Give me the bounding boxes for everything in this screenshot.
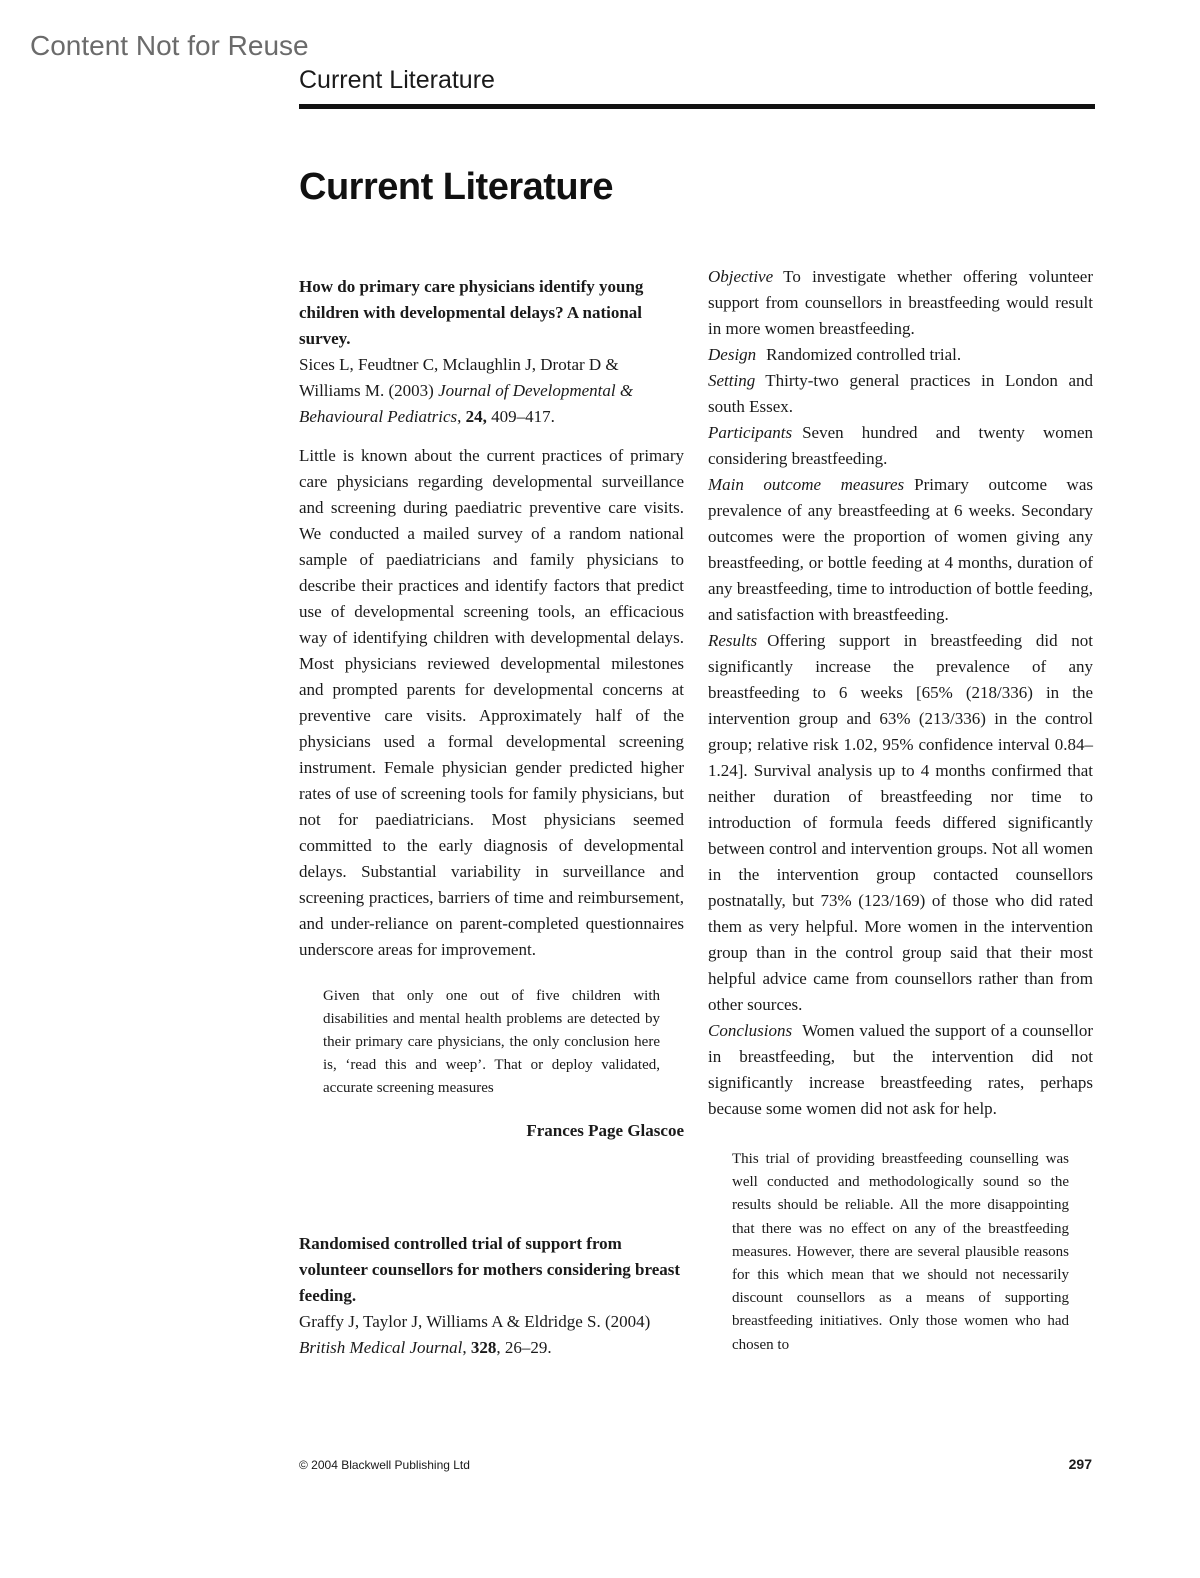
article-2: [299, 1231, 684, 1361]
article-2-journal: British Medical Journal: [299, 1338, 463, 1357]
article-1-citation: Sices L, Feudtner C, Mclaughlin J, Drotar D & Williams M. (2003) Journal of Developmental & Behavioural Pediatrics, 24, 409–417.: [299, 355, 634, 426]
article-1-commentator: Frances Page Glascoe: [526, 1121, 684, 1140]
section-results: [708, 628, 1093, 1018]
section-text: Offering support in breastfeeding did not significantly increase the prevalence of any breastfeeding to 6 weeks [65% (218/336) in the intervention group and 63% (213/336) in the control group; relative risk 1.02, 95% confidence interval 0.84–1.24]. Survival analysis up to 4 months confirmed that neither duration of breastfeeding nor time to introduction of formula feeds differed significantly between control and intervention groups. Not all women in the intervention group contacted counsellors postnatally, but 73% (123/169) of those who did rated them as very helpful. More women in the intervention group than in the control group said that their most helpful advice came from counsellors rather than from other sources.: [708, 631, 1093, 1014]
section-label: Conclusions: [708, 1021, 793, 1040]
section-text: Thirty-two general practices in London and south Essex.: [708, 371, 1093, 416]
section-conclusions: [708, 1018, 1093, 1122]
watermark: Content Not for Reuse: [30, 30, 309, 61]
section-design: [708, 342, 1093, 368]
article-2-volume: 328: [470, 1338, 497, 1357]
section-text: Primary outcome was prevalence of any breastfeeding at 6 weeks. Secondary outcomes were the proportion of women giving any breastfeeding, or bottle feeding at 4 months, duration of any breastfeeding, time to introduction of bottle feeding, and satisfaction with breastfeeding.: [708, 475, 1093, 624]
header-rule: [299, 104, 1095, 109]
section-objective: [708, 264, 1093, 342]
section-label: Setting: [708, 371, 756, 390]
article-2-citation: Graffy J, Taylor J, Williams A & Eldridge S. (2004) British Medical Journal, 328, 26–29.: [299, 1312, 651, 1357]
copyright-footer: © 2004 Blackwell Publishing Ltd: [299, 1458, 470, 1472]
article-2-title: Randomised controlled trial of support from volunteer counsellors for mothers considering breast feeding.: [299, 1234, 681, 1305]
section-text: Randomized controlled trial.: [766, 345, 962, 364]
article-1-abstract: Little is known about the current practices of primary care physicians regarding developmental surveillance and screening during paediatric preventive care visits. We conducted a mailed survey of a random national sample of paediatricians and family physicians to describe their practices and identify factors that predict use of developmental screening tools, an efficacious way of identifying children with developmental delays. Most physicians reviewed developmental milestones and prompted parents for developmental concerns at preventive care visits. Approximately half of the physicians used a formal developmental screening instrument. Female physician gender predicted higher rates of use of screening tools for family physicians, but not for paediatricians. Most physicians seemed committed to the early diagnosis of developmental delays. Substantial variability in surveillance and screening practices, barriers of time and reimbursement, and under-reliance on parent-completed questionnaires underscore areas for improvement.: [299, 446, 684, 959]
article-1-authors: Sices L, Feudtner C, Mclaughlin J, Drotar D & Williams M. (2003): [299, 355, 619, 400]
article-2-pages: , 26–29.: [496, 1338, 552, 1357]
page-number: 297: [1068, 1456, 1092, 1472]
section-label: Results: [708, 631, 758, 650]
page-title: Current Literature: [299, 166, 614, 208]
section-label: Objective: [708, 267, 774, 286]
left-column: [299, 274, 684, 1361]
article-1-journal: Journal of Developmental & Behavioural Pediatrics: [299, 381, 634, 426]
article-2-authors: Graffy J, Taylor J, Williams A & Eldridge S. (2004): [299, 1312, 651, 1331]
section-label: Design: [708, 345, 757, 364]
article-1-commentary: Given that only one out of five children with disabilities and mental health problems are detected by their primary care physicians, the only conclusion here is, ‘read this and weep’. That or deploy validated, accurate screening measures: [323, 988, 660, 1096]
section-text: Seven hundred and twenty women considering breastfeeding.: [708, 423, 1093, 468]
article-2-commentary: This trial of providing breastfeeding counselling was well conducted and methodologically sound so the results should be reliable. All the more disappointing that there was no effect on any of the breastfeeding measures. However, there are several plausible reasons for this which mean that we should not necessarily discount counsellors as a means of supporting breastfeeding initiatives. Only those women who had chosen to: [732, 1151, 1069, 1353]
section-text: To investigate whether offering volunteer support from counsellors in breastfeeding would result in more women breastfeeding.: [708, 267, 1093, 338]
article-1-title: How do primary care physicians identify young children with developmental delays? A national survey.: [299, 277, 644, 348]
section-setting: [708, 368, 1093, 420]
section-main-outcome-measures: [708, 472, 1093, 628]
section-label: Participants: [708, 423, 793, 442]
article-1-volume: 24,: [465, 407, 487, 426]
section-participants: [708, 420, 1093, 472]
running-head: Current Literature: [299, 66, 495, 94]
article-1-pages: 409–417.: [491, 407, 555, 426]
section-label: Main outcome measures: [708, 475, 905, 494]
right-column: [708, 264, 1093, 1357]
section-text: Women valued the support of a counsellor in breastfeeding, but the intervention did not significantly increase breastfeeding rates, perhaps because some women did not ask for help.: [708, 1021, 1093, 1118]
